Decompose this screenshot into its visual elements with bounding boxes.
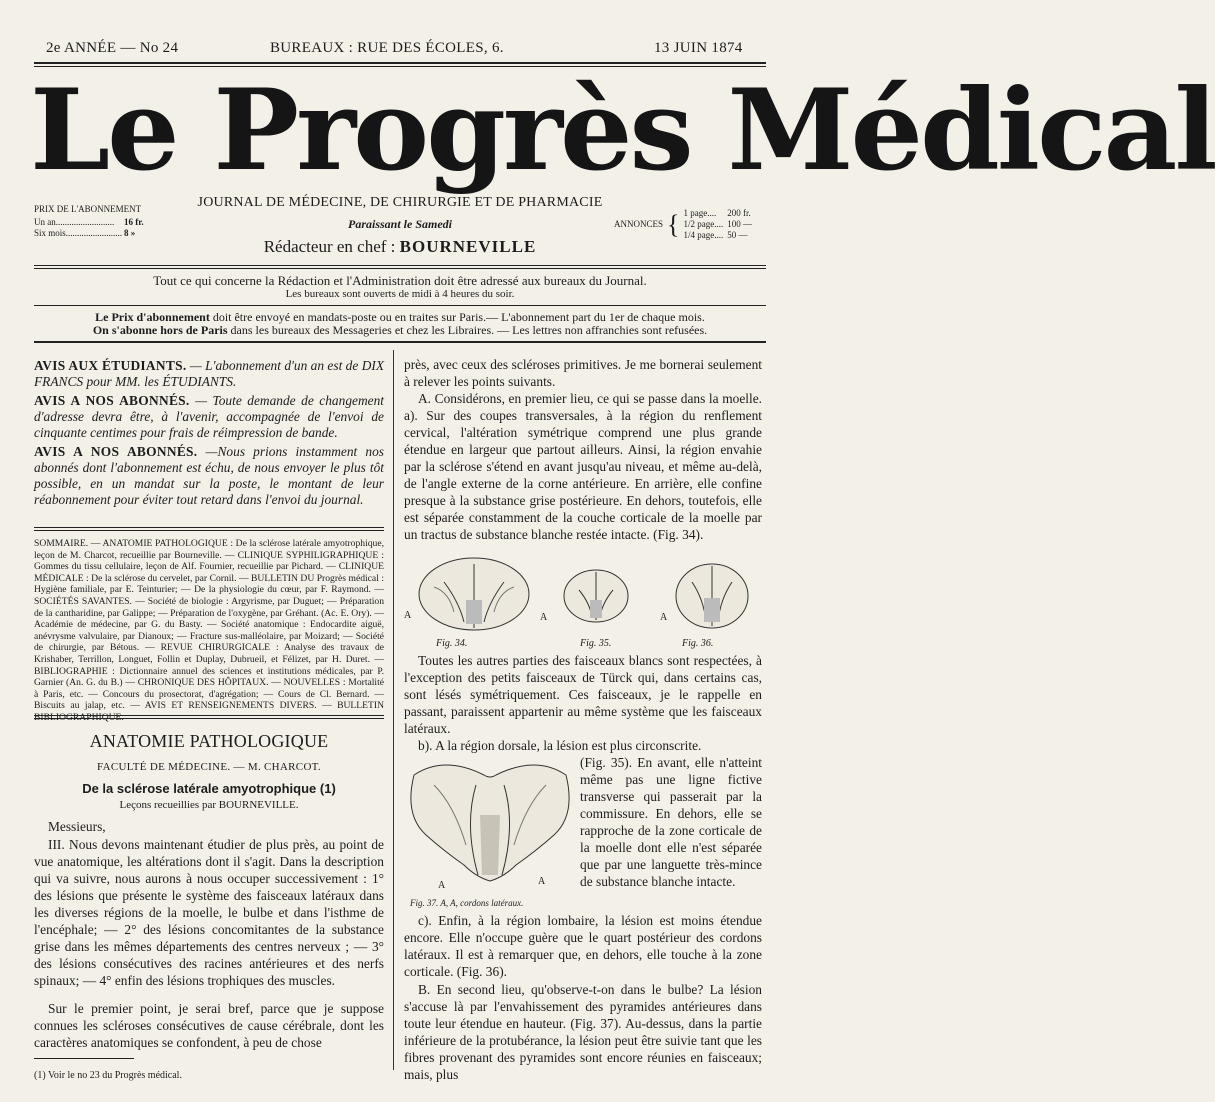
notice-outside-bold: On s'abonne hors de Paris [92,323,228,337]
notice-outside-text: dans les bureaux des Messageries et chez les Libraires. — Les lettres non affranchies sont refusées. [230,323,708,337]
notice-outside-paris [34,323,766,338]
subscription-heading: PRIX DE L'ABONNEMENT [34,204,142,214]
notice-payment-text: doit être envoyé en mandats-poste ou en traites sur Paris.— L'abonnement part du 1er de chaque mois. [212,310,705,324]
fig-letter: A [404,610,412,621]
editor-line [180,237,620,257]
avis-text: —Nous prions instamment nos abonnés dont l'abonnement est échu, de nous envoyer le plus tôt possible, en un mandat sur la poste, le montant de leur réabonnement pour éviter tout retard dans l'envoi du journal. [34,444,384,507]
issue-date: 13 JUIN 1874 [654,40,743,56]
figure-caption: Fig. 35. [580,638,612,649]
annonces-row-price: 50 — [727,230,748,240]
publication-frequency: Paraissant le Samedi [347,217,452,231]
rule-thick [34,341,766,343]
avis-text: — L'abonnement d'un an est de DIX FRANCS pour MM. les ÉTUDIANTS. [34,358,385,389]
figure-caption: Fig. 34. [436,638,468,649]
avis-abonnes-adresse [34,393,384,441]
annonces-row-label: 1/2 page.... [683,219,724,229]
sommaire: SOMMAIRE. — ANATOMIE PATHOLOGIQUE : De la sclérose latérale amyotrophique, leçon de M. Charcot, recueillie par Bourneville. — CLINIQUE SYPHILIGRAPHIQUE : Gommes du tissu cellulaire, leçon de Alf. Fournier, recueillie par Pichard. — CLINIQUE MÉDICALE : De la sclérose du cervelet, par Cornil. — BULLETIN DU Progrès médical : Hygiène familiale, par E. Teinturier; — De la physiologie du cœur, par F. Raymond. — SOCIÉTÉS SAVANTES. — Société de biologie : Argyrisme, par Duguet; — Préparation de la cantharidine, par Galippe; — Préparation de l'oxygène, par Gréhant. (Ac. E. Ory). — Académie de médecine, par G. du Basty. — Société anatomique : Endocardite aiguë, anévrysme valvulaire, par Dianoux; — Fracture sus-malléolaire, par Moizard; — Société de chirurgie, par Bétous. — REVUE CHIRURGICALE : Analyse des travaux de Krishaber, Terrillon, Longuet, Follin et Duplay, Dubrueil, et Félizet, par H. Duret. — BIBLIOGRAPHIE : Dictionnaire annuel des sciences et institutions médicales, par P. Garnier (An. G. du B.) — CHRONIQUE DES HÔPITAUX. — NOUVELLES : Mortalité à Paris, etc. — Concours du prosectorat, d'agrégation; — Cours de Cl. Bernard. — Biscuits au jalap, etc. — AVIS ET RENSEIGNEMENTS DIVERS. — BULLETIN [34,538,384,712]
rule [34,268,766,269]
article-subtitle: Leçons recueillies par BOURNEVILLE. [119,799,299,811]
rule [34,305,766,306]
editor-label: Rédacteur en chef : [263,237,396,256]
notice-redaction: Tout ce qui concerne la Rédaction et l'Administration doit être adressé aux bureaux du Journal. [153,273,647,288]
avis-etudiants [34,358,384,390]
spinal-section-lumbar-illustration [676,564,748,628]
footnote-rule [34,1058,134,1059]
article-title: De la sclérose latérale amyotrophique (1) [82,781,336,796]
rule [34,527,384,528]
avis-title: AVIS A NOS ABONNÉS. [34,393,190,408]
annonces-row-price: 100 — [727,219,752,229]
annonces-table [612,208,754,241]
avis-title: AVIS AUX ÉTUDIANTS. [34,358,187,373]
figure-caption: Fig. 36. [682,638,714,649]
avis-title: AVIS A NOS ABONNÉS. [34,444,198,459]
salutation: Messieurs, [48,819,106,834]
article-paragraph: III. Nous devons maintenant étudier de plus près, au point de vue anatomique, les altérations dont il s'agit. Dans la description qui va suivre, nous aurons à nous occuper successivement : 1° des lésions que présente le système des faisceaux latéraux dans les diverses régions de la moelle, le bulbe et dans l'isthme de l'encéphale; — 2° des lésions concomitantes de la substance grise dans les mêmes départements des centres nerveux ; — 3° des lésions consécutives des racines antérieures et des nerfs spinaux; — 4° enfin des lésions trophiques des muscles. [34,837,384,988]
subscription-price: 16 fr. [124,217,144,227]
annonces-box [612,208,754,241]
subscription-price: 8 » [124,228,136,238]
spinal-section-cervical-illustration [419,558,529,630]
article-paragraph: c). Enfin, à la région lombaire, la lésion est moins étendue encore. Elle n'occupe guère que le quart postérieur des cordons latéraux. Il est à remarquer que, en dehors, elle touche à la zone corticale. (Fig. 36). [404,913,762,979]
faculty-line: FACULTÉ DE MÉDECINE. — M. CHARCOT. [97,761,321,773]
rule [34,265,766,266]
subscription-label: Six mois......................... [34,228,123,238]
figure-37 [404,755,576,895]
subscription-table [34,217,146,239]
fig-letter: A [438,880,446,891]
article-paragraph: près, avec ceux des scléroses primitives. Je me bornerai seulement à relever les points suivants. [404,357,762,389]
section-heading: ANATOMIE PATHOLOGIQUE [89,731,329,751]
rule [34,715,384,716]
avis-block [34,358,384,508]
notice-payment-bold: Le Prix d'abonnement [95,310,210,324]
spinal-section-dorsal-illustration [564,570,628,622]
subscription-box [34,204,146,239]
article-paragraph: B. En second lieu, qu'observe-t-on dans le bulbe? La lésion s'accuse là par l'envahissement des pyramides antérieures dans toute leur étendue en hauteur. (Fig. 37). Au-dessus, dans la partie inférieure de la protubérance, la lésion peut être suivie tant que les fibres provenant des pyramides sont encore réunies en faisceaux; mais, plus [404,982,762,1082]
notice-hours: Les bureaux sont ouverts de midi à 4 heures du soir. [285,288,515,300]
avis-abonnes-reabonnement [34,444,384,508]
annonces-row-label: 1 page.... [683,208,717,218]
article-paragraph: (Fig. 35). En avant, elle n'atteint même pas une ligne fictive transverse qui passerait par la commissure. En dehors, elle se rapproche de la zone corticale de la moelle dont elle n'est séparée que par une languette très-mince de substance blanche intacte. [580,755,762,889]
masthead-title: Le Progrès Médical [30,64,1215,196]
office-address: BUREAUX : RUE DES ÉCOLES, 6. [270,40,504,56]
column-divider [393,350,394,1070]
figures-34-36 [404,552,762,652]
rule [34,718,384,719]
annonces-row-price: 200 fr. [727,208,751,218]
figure-caption: Fig. 37. A, A, cordons latéraux. [410,898,524,908]
brace-icon: { [667,209,680,239]
subscription-row [34,217,146,228]
rule [34,530,384,531]
fig-letter: A [540,612,548,623]
annonces-row-label: 1/4 page.... [683,230,724,240]
subscription-row [34,228,146,239]
avis-text: — Toute demande de changement d'adresse devra être, à l'avenir, accompagnée de l'envoi de cinquante centimes pour frais de réimpression de bande. [34,393,384,440]
fig-letter: A [538,876,546,887]
article-paragraph: b). A la région dorsale, la lésion est plus circonscrite. [418,738,702,753]
article-paragraph: A. Considérons, en premier lieu, ce qui se passe dans la moelle. a). Sur des coupes transversales, à la région du renflement cervical, l'altération symétrique comprend une plus grande étendue en largeur que partout ailleurs. Ainsi, la région envahie par la sclérose s'étend en avant jusqu'au niveau, et même au-delà, de l'angle externe de la corne antérieure. En arrière, elle confine presque à la substance grise postérieure. En dehors, toutefois, elle est séparée constamment de la couche corticale de la moelle par un tractus de substance blanche restée intacte. (Fig. 34). [404,391,762,542]
article-paragraph: Toutes les autres parties des faisceaux blancs sont respectées, à l'exception des petits faisceaux de Türck qui, dans certains cas, sont lésés symétriquement. Ces faisceaux, je le rappelle en passant, paraissent appartenir au même système que les faisceaux latéraux. [404,653,762,736]
footnote: (1) Voir le no 23 du Progrès médical. [34,1070,182,1081]
journal-subtitle: JOURNAL DE MÉDECINE, DE CHIRURGIE ET DE PHARMACIE [197,195,603,210]
subscription-label: Un an.......................... [34,217,115,227]
annonces-label: ANNONCES [614,219,664,229]
bulbe-section-illustration [411,765,569,881]
fig-letter: A [660,612,668,623]
editor-name: BOURNEVILLE [399,237,537,256]
issue-number: 2e ANNÉE — No 24 [46,40,179,56]
article-paragraph: Sur le premier point, je serai bref, parce que je suppose connues les scléroses consécutives de cause cérébrale, dont les caractères anatomiques se confondent, à peu de chose [34,1001,384,1050]
